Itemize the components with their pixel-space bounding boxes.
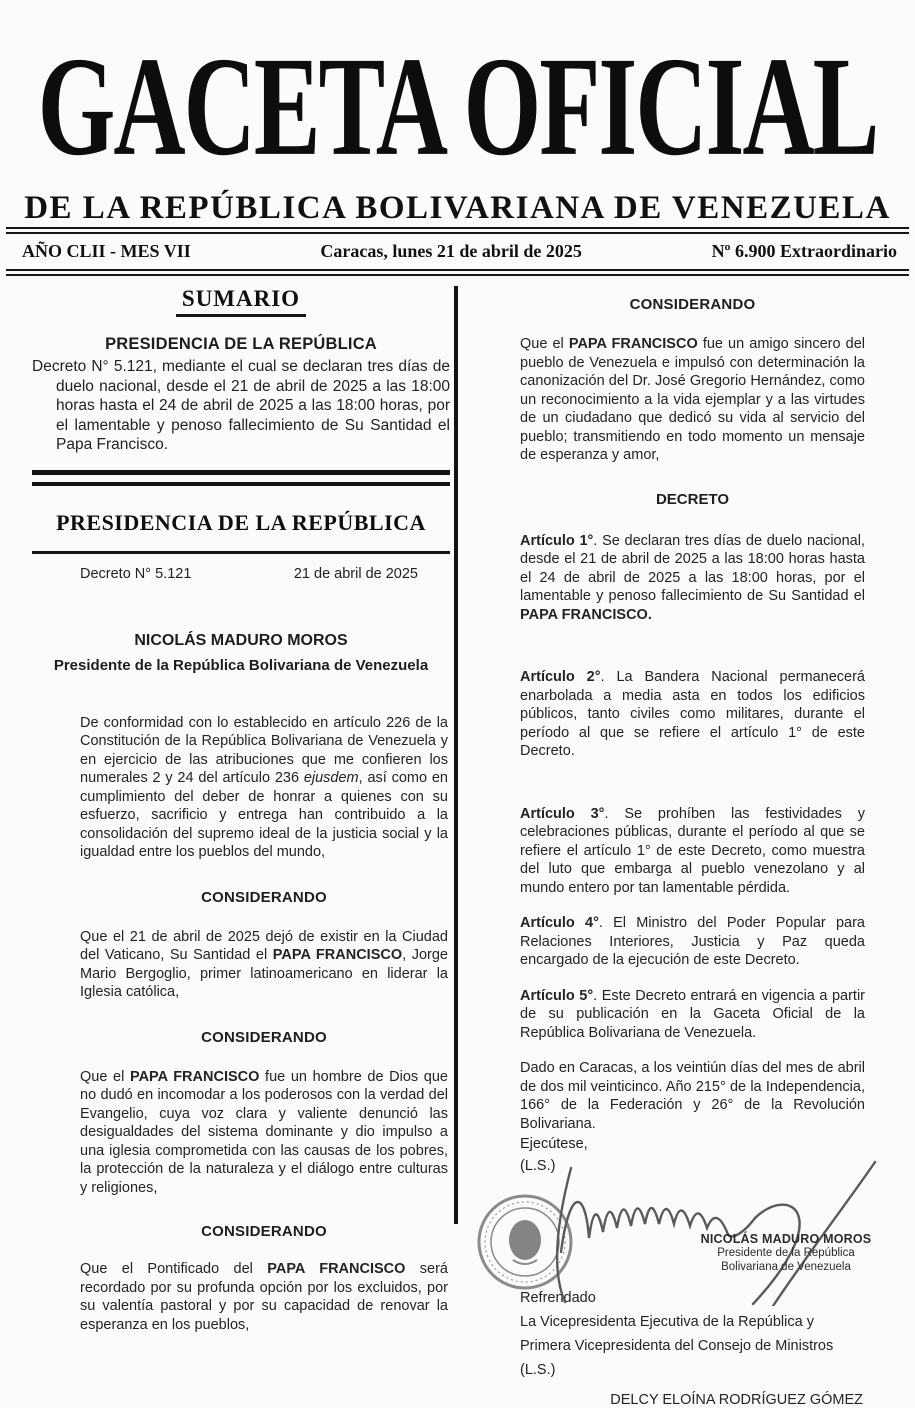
gazette-title: GACETA OFICIAL xyxy=(37,27,878,186)
gazette-subtitle: DE LA REPÚBLICA BOLIVARIANA DE VENEZUELA xyxy=(24,190,891,226)
articulo-3: Artículo 3°. Se prohíben las festividades y celebraciones públicas, durante el período al que se refiere el artículo 1° de este Decreto, como muestra del luto que embarga al pueblo venezolano y al mundo entero por tan lamentable pérdida. xyxy=(520,805,866,896)
decree-body-left xyxy=(32,714,450,1335)
sumario-title: SUMARIO xyxy=(176,286,306,317)
refrendado-label: Refrendado xyxy=(520,1290,596,1306)
considerando-heading: CONSIDERANDO xyxy=(201,1028,327,1046)
decree-intro-paragraph: De conformidad con lo establecido en artículo 226 de la Constitución de la República Bolivariana de Venezuela y en ejercicio de las atribuciones que me confieren los numerales 2 y 24 del artículo 236 ejusdem, así como en cumplimiento del deber de honrar a quienes con su esfuerzo, sacrificio y entrega han contribuido a la consolidación del supremo ideal de la justicia social y la igualdad entre los pueblos del mundo, xyxy=(80,714,448,860)
considerando-heading: CONSIDERANDO xyxy=(629,296,756,313)
president-name: NICOLÁS MADURO MOROS xyxy=(134,631,348,649)
sumario-org-heading: PRESIDENCIA DE LA REPÚBLICA xyxy=(105,335,377,353)
considerando-paragraph-1: Que el 21 de abril de 2025 dejó de existir en la Ciudad del Vaticano, Su Santidad el PAPA FRANCISCO, Jorge Mario Bergoglio, primer latinoamericano en liderar la Iglesia católica, xyxy=(80,928,448,1000)
president-title: Presidente de la República Bolivariana de Venezuela xyxy=(53,656,429,674)
considerando-heading: CONSIDERANDO xyxy=(201,1223,327,1240)
masthead-title-wrap xyxy=(0,27,915,188)
considerando-paragraph-2: Que el PAPA FRANCISCO fue un hombre de Dios que no dudó en incomodar a los poderosos con la verdad del Evangelio, cuya voz clara y valiente denunció las desigualdades del sistema dominante y dio impulso a una iglesia comprometida con las causas de los pobres, la protección de la naturaleza y el diálogo entre culturas y religiones, xyxy=(80,1068,449,1196)
issue-row xyxy=(0,234,915,269)
vp-ls-label: (L.S.) xyxy=(520,1362,556,1378)
considerando-heading: CONSIDERANDO xyxy=(201,888,327,906)
signatory-title-line2: Bolivariana de Venezuela xyxy=(721,1261,851,1273)
considerando-paragraph-3: Que el Pontificado del PAPA FRANCISCO será recordado por su profunda opción por los excluidos, por su valentía pastoral y por su capacidad de renovar la esperanza en los pueblos, xyxy=(80,1261,448,1333)
signatory-name: NICOLÁS MADURO MOROS xyxy=(700,1232,872,1246)
heading-rule xyxy=(32,551,450,554)
signature-icon xyxy=(443,1156,883,1306)
separator-bar xyxy=(32,482,450,486)
ejecutese-label: Ejecútese, xyxy=(520,1136,588,1152)
ls-label: (L.S.) xyxy=(520,1158,556,1174)
vp-name: DELCY ELOÍNA RODRÍGUEZ GÓMEZ xyxy=(610,1392,863,1408)
left-column xyxy=(8,282,454,1408)
content-columns xyxy=(0,276,915,1408)
separator-bar xyxy=(32,470,450,475)
double-rule-top xyxy=(6,227,909,234)
articulo-5: Artículo 5°. Este Decreto entrará en vigencia a partir de su publicación en la Gaceta Oficial de la República Bolivariana de Venezuela. xyxy=(520,987,866,1041)
section-heading: PRESIDENCIA DE LA REPÚBLICA xyxy=(56,509,426,535)
decree-number: Decreto N° 5.121 xyxy=(80,565,192,582)
decree-date: 21 de abril de 2025 xyxy=(293,565,418,582)
vp-title-line1: La Vicepresidenta Ejecutiva de la República y xyxy=(520,1314,814,1330)
articulo-1: Artículo 1°. Se declaran tres días de duelo nacional, desde el 21 de abril de 2025 a las 18:00 horas hasta el 24 de abril de 2025 a las 18:00 horas, por el lamentable y penoso fallecimiento de Su Santidad el PAPA FRANCISCO. xyxy=(520,532,865,623)
section-separator xyxy=(32,470,450,486)
issue-number-label: Nº 6.900 Extraordinario xyxy=(711,241,897,261)
signatory-block xyxy=(658,1232,914,1274)
year-month-label: AÑO CLII - MES VII xyxy=(22,241,191,261)
considerando-paragraph-4: Que el PAPA FRANCISCO fue un amigo sincero del pueblo de Venezuela e impulsó con determinación la canonización del Dr. José Gregorio Hernández, como un reconocimiento a la vida ejemplar y a las virtudes de un ciudadano que dedicó su vida al servicio del pueblo; transmitiendo en todo momento un mensaje de esperanza y amor, xyxy=(520,336,866,463)
vp-title-line2: Primera Vicepresidenta del Consejo de Ministros xyxy=(520,1338,834,1354)
signatory-title-line1: Presidente de la República xyxy=(717,1247,855,1259)
closing-paragraph: Dado en Caracas, a los veintiún días del mes de abril de dos mil veinticinco. Año 215° de la Independencia, 166° de la Federación y 26° de la Revolución Bolivariana. xyxy=(520,1060,865,1132)
right-column xyxy=(458,282,907,1408)
decreto-heading: DECRETO xyxy=(655,490,730,508)
city-date-label: Caracas, lunes 21 de abril de 2025 xyxy=(320,241,582,261)
decree-meta-row xyxy=(32,566,450,582)
sumario-header xyxy=(32,286,450,317)
signature-block xyxy=(520,1174,872,1286)
double-rule-bottom xyxy=(6,269,909,276)
articulo-2: Artículo 2°. La Bandera Nacional permanecerá enarbolada a media asta en todos los edificios públicos, tanto civiles como militares, durante el período al que se refiere el artículo 1° de este Decreto. xyxy=(520,669,865,759)
masthead xyxy=(0,0,915,227)
articulo-4: Artículo 4°. El Ministro del Poder Popular para Relaciones Interiores, Justicia y Paz queda encargado de la ejecución de este Decreto. xyxy=(520,915,865,968)
sumario-entry: Decreto N° 5.121, mediante el cual se declaran tres días de duelo nacional, desde el 21 de abril de 2025 a las 18:00 horas hasta el 24 de abril de 2025 a las 18:00 horas, por el lamentable y penoso fallecimiento de Su Santidad el Papa Francisco. xyxy=(32,358,450,453)
